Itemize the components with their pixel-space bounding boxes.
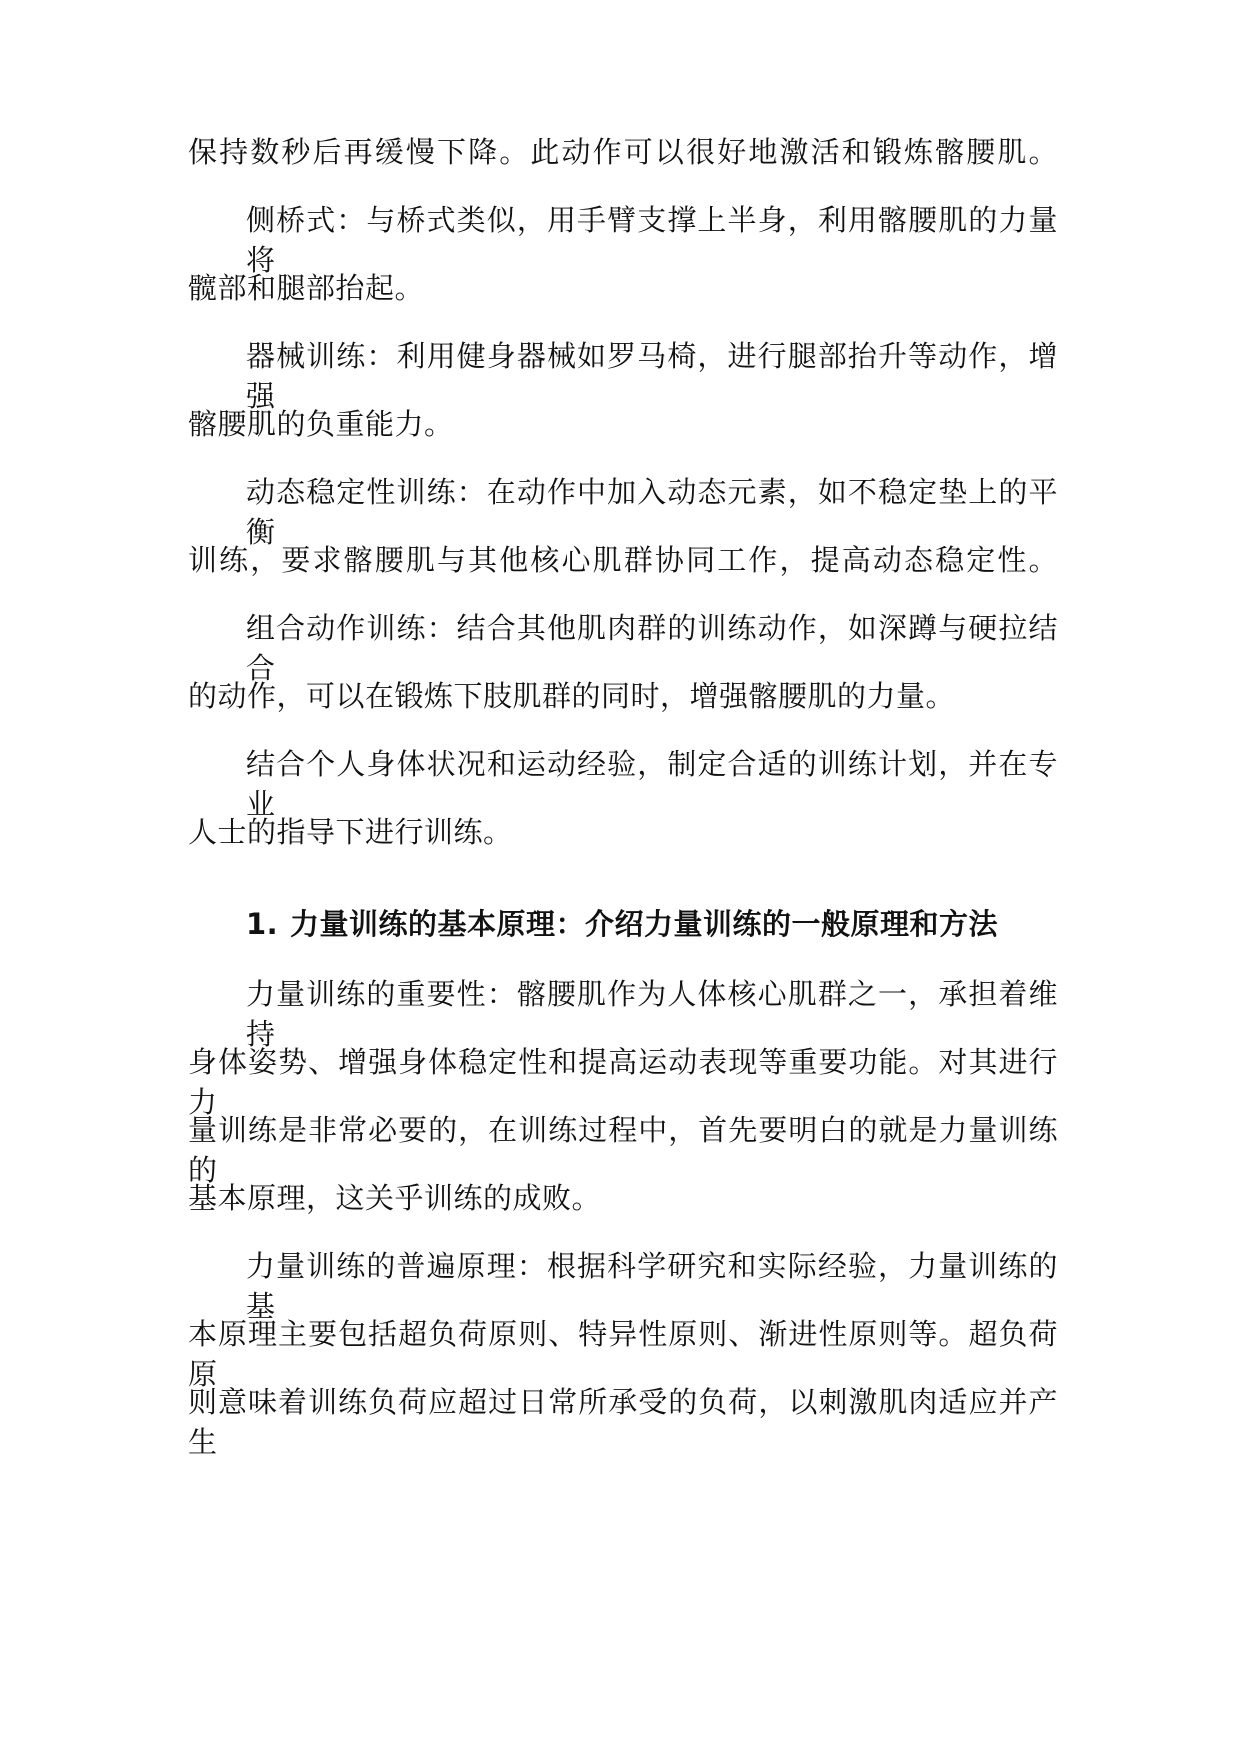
paragraph-line: 结合个人身体状况和运动经验，制定合适的训练计划，并在专业 (246, 747, 1058, 821)
continuation-line: 保持数秒后再缓慢下降。此动作可以很好地激活和锻炼髂腰肌。 (188, 135, 1058, 169)
paragraph-line: 髋部和腿部抬起。 (188, 271, 425, 305)
heading-number: 1. (246, 907, 279, 941)
paragraph-line: 则意味着训练负荷应超过日常所承受的负荷，以刺激肌肉适应并产生 (188, 1385, 1058, 1459)
paragraph-line: 本原理主要包括超负荷原则、特异性原则、渐进性原则等。超负荷原 (188, 1317, 1058, 1391)
paragraph-line: 力量训练的重要性：髂腰肌作为人体核心肌群之一，承担着维持 (246, 977, 1058, 1051)
paragraph-line: 身体姿势、增强身体稳定性和提高运动表现等重要功能。对其进行力 (188, 1045, 1058, 1119)
heading-text: 力量训练的基本原理：介绍力量训练的一般原理和方法 (290, 907, 999, 941)
paragraph-line: 组合动作训练：结合其他肌肉群的训练动作，如深蹲与硬拉结合 (246, 611, 1058, 685)
paragraph-line: 量训练是非常必要的，在训练过程中，首先要明白的就是力量训练的 (188, 1113, 1058, 1187)
paragraph-line: 器械训练：利用健身器械如罗马椅，进行腿部抬升等动作，增强 (246, 339, 1058, 413)
paragraph-line: 力量训练的普遍原理：根据科学研究和实际经验，力量训练的基 (246, 1249, 1058, 1323)
section-heading (246, 904, 1058, 944)
paragraph-line: 的动作，可以在锻炼下肢肌群的同时，增强髂腰肌的力量。 (188, 679, 956, 713)
paragraph-line: 人士的指导下进行训练。 (188, 815, 513, 849)
paragraph-line: 动态稳定性训练：在动作中加入动态元素，如不稳定垫上的平衡 (246, 475, 1058, 549)
paragraph-line: 训练，要求髂腰肌与其他核心肌群协同工作，提高动态稳定性。 (188, 543, 1058, 577)
paragraph-line: 基本原理，这关乎训练的成败。 (188, 1181, 602, 1215)
paragraph-line: 髂腰肌的负重能力。 (188, 407, 454, 441)
paragraph-line: 侧桥式：与桥式类似，用手臂支撑上半身，利用髂腰肌的力量将 (246, 203, 1058, 277)
